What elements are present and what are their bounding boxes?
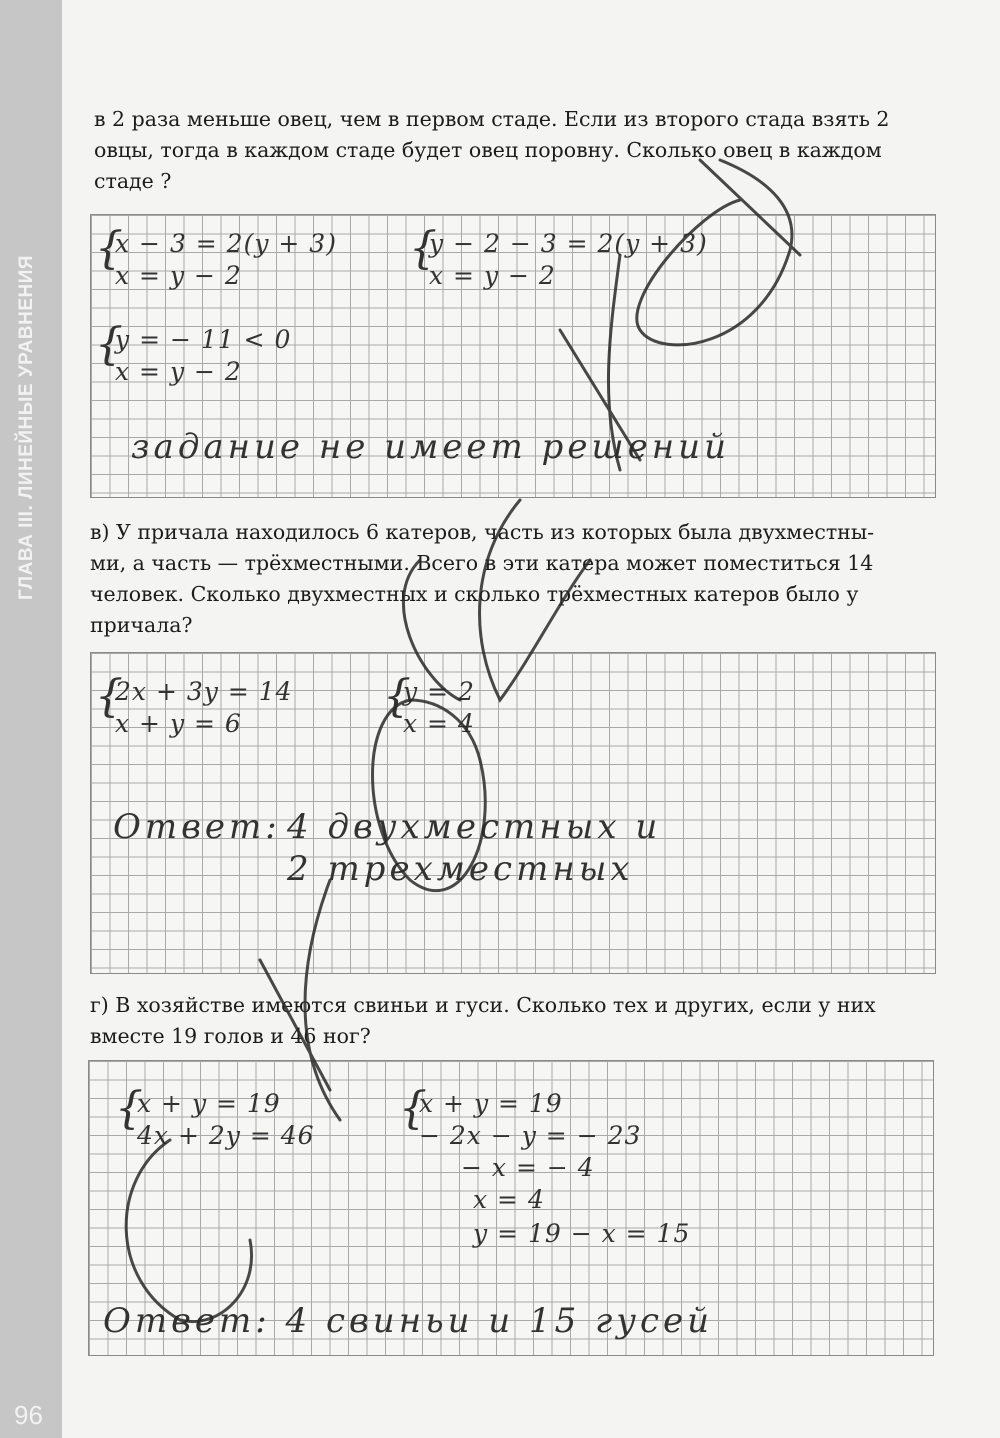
task-b-line: в 2 раза меньше овец, чем в первом стаде. Если из второго стада взять 2: [94, 107, 890, 131]
task-v-line: ми, а часть — трёхместными. Всего в эти катера может поместиться 14: [90, 551, 874, 575]
system-brace: {: [95, 671, 123, 722]
hw-line: − x = − 4: [461, 1153, 595, 1182]
system-brace: {: [399, 1083, 427, 1134]
system-brace: {: [383, 671, 411, 722]
task-v-line: в) У причала находилось 6 катеров, часть из которых была двухместны-: [90, 520, 875, 544]
system-brace: {: [409, 223, 437, 274]
hw-line: y = 2: [403, 677, 475, 706]
task-v-text: [90, 517, 970, 641]
task-g-grid: [88, 1060, 934, 1356]
task-b-grid: [90, 214, 936, 498]
page-number: 96: [14, 1400, 43, 1430]
hw-answer-line: 2 трехместных: [287, 849, 634, 889]
hw-line: x + y = 6: [115, 709, 242, 738]
system-brace: {: [115, 1083, 143, 1134]
task-g-line: г) В хозяйстве имеются свиньи и гуси. Сколько тех и других, если у них: [90, 993, 876, 1017]
system-brace: {: [95, 319, 123, 370]
task-v-grid: [90, 652, 936, 974]
hw-answer-line: 4 двухместных и: [287, 807, 662, 847]
hw-line: x = y − 2: [115, 261, 242, 290]
hw-line: x = y − 2: [115, 357, 242, 386]
hw-line: x = y − 2: [429, 261, 556, 290]
hw-line: x = 4: [403, 709, 475, 738]
task-b-line: овцы, тогда в каждом стаде будет овец поровну. Сколько овец в каждом: [94, 138, 882, 162]
task-g-text: [90, 990, 970, 1052]
hw-answer: Ответ: 4 свиньи и 15 гусей: [103, 1301, 714, 1341]
chapter-title: ГЛАВА III. ЛИНЕЙНЫЕ УРАВНЕНИЯ: [16, 254, 37, 600]
task-g-line: вместе 19 голов и 46 ног?: [90, 1024, 371, 1048]
hw-answer: задание не имеет решений: [131, 427, 730, 467]
hw-line: x = 4: [473, 1185, 545, 1214]
task-b-line: стаде ?: [94, 169, 172, 193]
task-v-line: причала?: [90, 613, 193, 637]
hw-line: y − 2 − 3 = 2(y + 3): [429, 229, 708, 258]
system-brace: {: [95, 223, 123, 274]
chapter-sidebar: [0, 0, 62, 1438]
hw-line: 2x + 3y = 14: [115, 677, 293, 706]
hw-line: x + y = 19: [419, 1089, 563, 1118]
hw-answer-label: Ответ:: [113, 807, 281, 847]
hw-line: − 2x − y = − 23: [419, 1121, 642, 1150]
task-b-text: [94, 104, 974, 197]
hw-line: y = − 11 < 0: [115, 325, 292, 354]
hw-line: x − 3 = 2(y + 3): [115, 229, 337, 258]
hw-line: y = 19 − x = 15: [473, 1219, 691, 1248]
task-v-line: человек. Сколько двухместных и сколько трёхместных катеров было у: [90, 582, 859, 606]
hw-line: 4x + 2y = 46: [137, 1121, 315, 1150]
hw-line: x + y = 19: [137, 1089, 281, 1118]
